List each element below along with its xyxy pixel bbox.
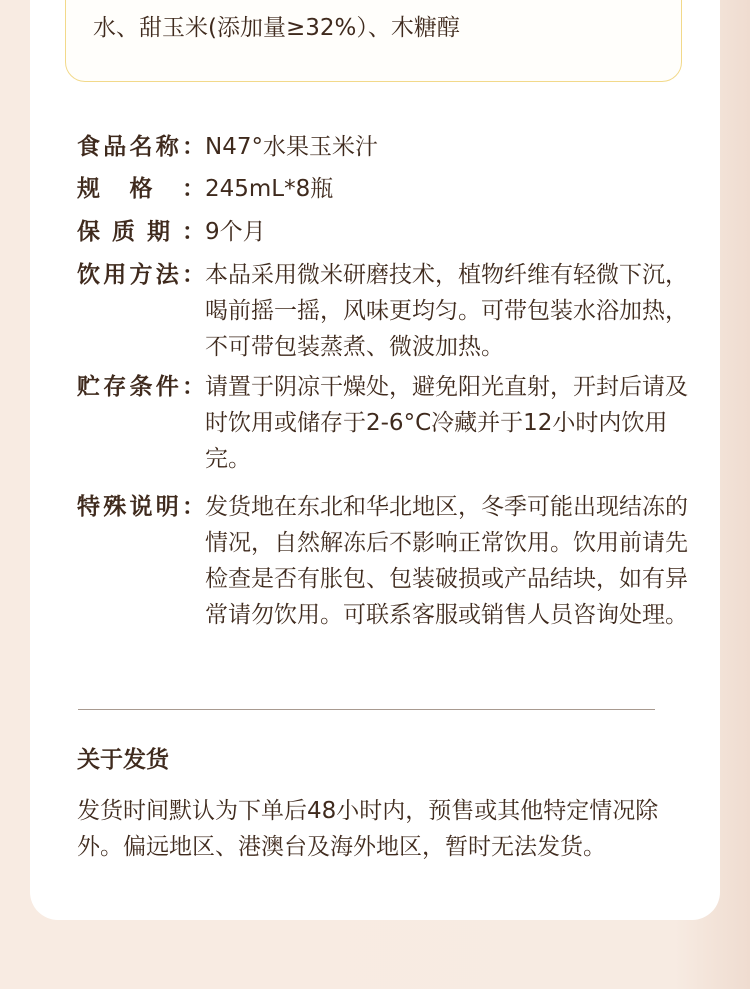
shipping-title: 关于发货: [77, 747, 169, 773]
section-divider: [78, 709, 655, 710]
info-row-notes: [77, 489, 693, 633]
value-shelf-life: 9个月: [205, 219, 266, 245]
info-row-usage: [77, 257, 693, 365]
label-product-name: 食 品 名 称 ：: [77, 134, 205, 160]
label-notes: 特 殊 说 明 ：: [77, 494, 205, 520]
label-usage: 饮 用 方 法 ：: [77, 262, 205, 288]
value-spec: 245mL*8瓶: [205, 176, 334, 202]
info-row-spec: [77, 171, 693, 207]
label-shelf-life: 保 质 期 ：: [77, 219, 205, 245]
value-product-name: N47°水果玉米汁: [205, 134, 378, 160]
value-usage: 本品采用微米研磨技术，植物纤维有轻微下沉，喝前摇一摇，风味更均匀。可带包装水浴加热，不可带包装蒸煮、微波加热。: [205, 262, 688, 360]
label-spec: 规 格 ：: [77, 176, 205, 202]
ingredients-text: 水、甜玉米(添加量≥32%）、木糖醇: [93, 15, 460, 41]
value-notes: 发货地在东北和华北地区，冬季可能出现结冻的情况，自然解冻后不影响正常饮用。饮用前请先检查是否有胀包、包装破损或产品结块，如有异常请勿饮用。可联系客服或销售人员咨询处理。: [205, 494, 688, 628]
info-row-shelf-life: [77, 214, 693, 250]
shipping-body: 发货时间默认为下单后48小时内，预售或其他特定情况除外。偏远地区、港澳台及海外地区，暂时无法发货。: [77, 798, 659, 860]
value-storage: 请置于阴凉干燥处，避免阳光直射，开封后请及时饮用或储存于2-6°C冷藏并于12小时内饮用完。: [205, 374, 688, 472]
info-row-storage: [77, 369, 693, 477]
label-storage: 贮 存 条 件 ：: [77, 374, 205, 400]
info-row-product-name: [77, 129, 693, 165]
